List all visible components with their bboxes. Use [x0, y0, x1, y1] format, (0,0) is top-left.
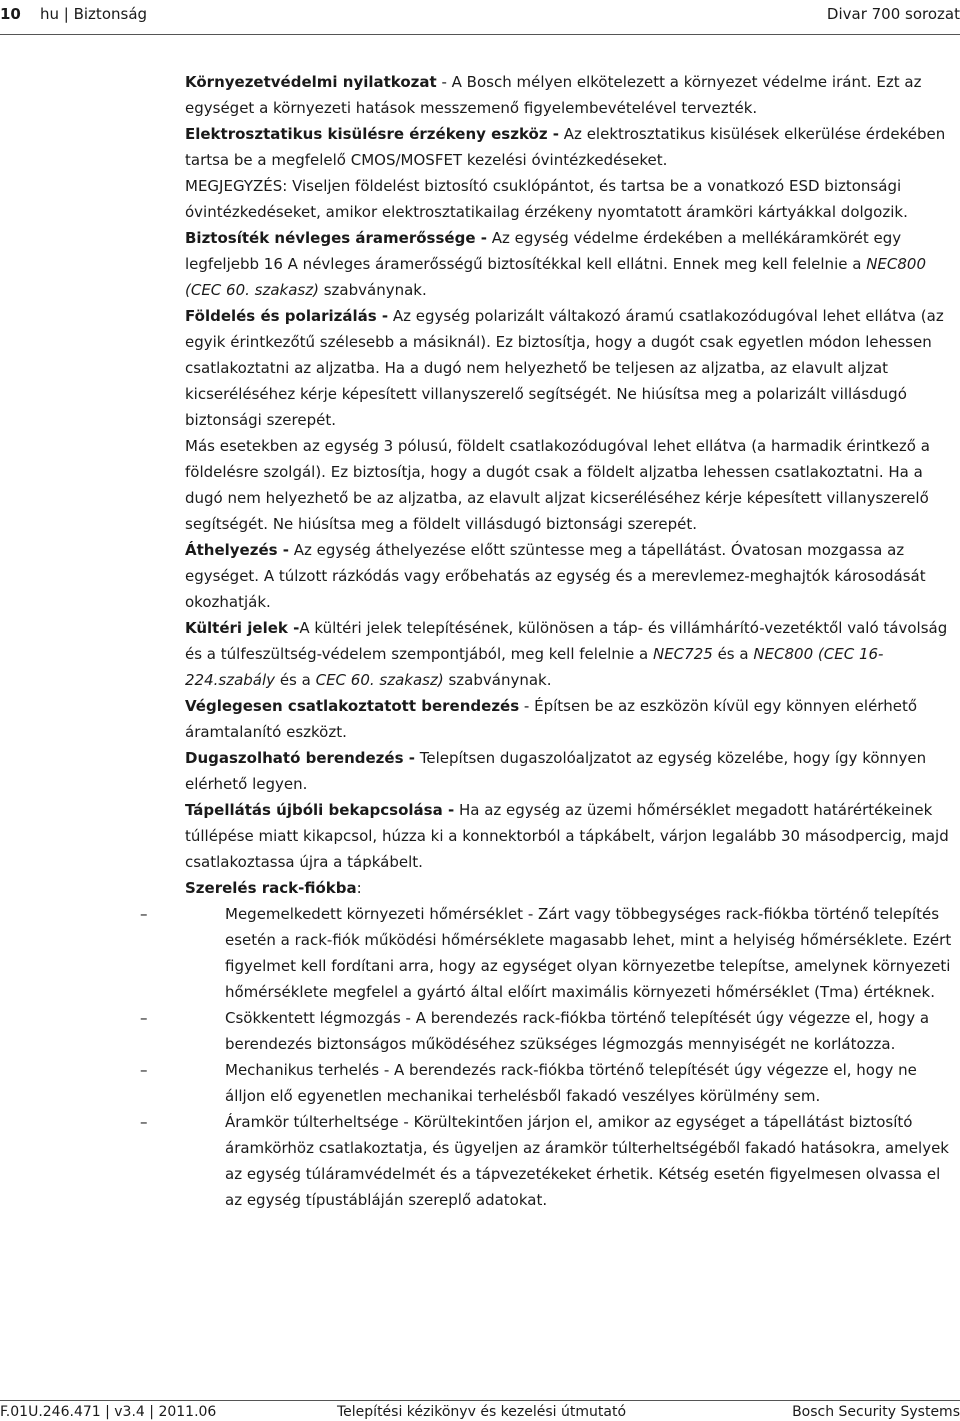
paragraph-text: Ha az egység az üzemi hőmérséklet megadott határértékeinek túllépése miatt kikapcsol, húzza ki a konnektorból a tápkábelt, várjon legalább 30 másodpercig, majd csatlakoztassa újra a tápkábelt.: [185, 801, 949, 871]
paragraph-heading: Földelés és polarizálás -: [185, 307, 389, 325]
paragraph-rack-mounting: [185, 875, 957, 901]
page-header: [0, 0, 960, 35]
product-name: Divar 700 sorozat: [826, 5, 960, 23]
paragraph-text: :: [356, 879, 362, 897]
paragraph-text: Az egység védelme érdekében a mellékáramkörét egy legfeljebb 16 A névleges áramerősségű biztosítékkal kell ellátni. Ennek meg kell felelnie a: [185, 229, 902, 273]
paragraph-environmental: [185, 69, 957, 121]
document-title: Telepítési kézikönyv és kezelési útmutató: [337, 1404, 627, 1420]
paragraph-text: Az egység polarizált váltakozó áramú csatlakozódugóval lehet ellátva (az egyik érintkezőtű szélesebb a másiknál). Ez biztosítja, hogy a dugót csak egyetlen módon lehessen csatlakoztatni az aljzatba. Ha a dugó nem helyezhető be teljesen az aljzatba, az elavult aljzat kicseréléséhez kérje képesített villanyszerelő segítségét. Ne hiúsítsa meg a polarizált villásdugó biztonsági szerepét.: [185, 307, 944, 429]
paragraph-heading: Elektrosztatikus kisülésre érzékeny eszköz -: [185, 125, 560, 143]
paragraph-text: szabványnak.: [443, 671, 552, 689]
paragraph-text: szabványnak.: [318, 281, 427, 299]
paragraph-text: - A Bosch mélyen elkötelezett a környezet védelme iránt. Ezt az egységet a környezeti hatások messzemenő figyelembevételével tervezték.: [185, 73, 922, 117]
paragraph-power-restart: [185, 797, 957, 875]
paragraph-permanent-equipment: [185, 693, 957, 745]
paragraph-grounding-3pin: [185, 433, 957, 537]
standard-reference: NEC725: [652, 645, 713, 663]
list-item-text: Megemelkedett környezeti hőmérséklet - Zárt vagy többegységes rack-fiókba történő telepítés esetén a rack-fiók működési hőmérséklete magasabb lehet, mint a helyiség hőmérséklete. Ezért figyelmet kell fordítani arra, hogy az egységet olyan környezetbe telepítse, amelynek környezeti hőmérséklete megfelel a gyártó által előírt maximális környezeti hőmérséklet (Tma) értéknek.: [225, 905, 952, 1001]
list-dash: –: [140, 905, 148, 923]
list-dash: –: [140, 1009, 148, 1027]
rack-mounting-list: [140, 901, 957, 1213]
paragraph-heading: Áthelyezés -: [185, 541, 290, 559]
paragraph-text: MEGJEGYZÉS: Viseljen földelést biztosító csuklópántot, és tartsa be a vonatkozó ESD biztonsági óvintézkedéseket, amikor elektrosztatikailag érzékeny nyomtatott áramköri kártyákkal dolgozik.: [185, 177, 908, 221]
company-name: Bosch Security Systems: [792, 1404, 960, 1420]
page-number: 10: [0, 5, 21, 23]
section-title: hu | Biztonság: [40, 5, 148, 23]
paragraph-heading: Szerelés rack-fiókba: [185, 879, 357, 897]
list-item-text: Csökkentett légmozgás - A berendezés rack-fiókba történő telepítését úgy végezze el, hogy a berendezés biztonságos működéséhez szükséges légmozgás mennyiségét ne korlátozza.: [225, 1009, 930, 1053]
list-item-text: Áramkör túlterheltsége - Körültekintően járjon el, amikor az egységet a tápellátást biztosító áramkörhöz csatlakoztatja, és ügyeljen az áramkör túlterheltségéből fakadó hatásokra, amelyek az egység túláramvédelmét és a tápvezetékeket érhetik. Kétség esetén figyelmesen olvassa el az egység típustábláján szereplő adatokat.: [225, 1113, 949, 1209]
list-item-text: Mechanikus terhelés - A berendezés rack-fiókba történő telepítését úgy végezze el, hogy ne álljon elő egyenetlen mechanikai terhelésből fakadó veszélyes körülmény sem.: [225, 1061, 917, 1105]
list-item: [140, 1109, 957, 1213]
standard-reference: NEC800 (CEC 60. szakasz): [185, 255, 927, 299]
paragraph-text: A kültéri jelek telepítésének, különösen a táp- és villámhárító-vezetéktől való távolság és a túlfeszültség-védelem szempontjából, meg kell felelnie a: [185, 619, 948, 663]
paragraph-heading: Tápellátás újbóli bekapcsolása -: [185, 801, 455, 819]
document-id: F.01U.246.471 | v3.4 | 2011.06: [0, 1404, 217, 1420]
paragraph-grounding: [185, 303, 957, 433]
paragraph-heading: Véglegesen csatlakoztatott berendezés: [185, 697, 520, 715]
paragraph-fuse-rating: [185, 225, 957, 303]
paragraph-text: Más esetekben az egység 3 pólusú, földelt csatlakozódugóval lehet ellátva (a harmadik érintkező a földelésre szolgál). Ez biztosítja, hogy a dugót csak a földelt aljzatba lehessen csatlakoztatni. Ha a dugó nem helyezhető be az aljzatba, az elavult aljzat kicseréléséhez kérje képesített villanyszerelő segítségét. Ne hiúsítsa meg a földelt villásdugó biztonsági szerepét.: [185, 437, 930, 533]
paragraph-outdoor-signals: [185, 615, 957, 693]
paragraph-text: Az egység áthelyezése előtt szüntesse meg a tápellátást. Óvatosan mozgassa az egységet. A túlzott rázkódás vagy erőbehatás az egység és a merevlemez-meghajtók károsodását okozhatják.: [185, 541, 926, 611]
paragraph-note: [185, 173, 957, 225]
standard-reference: CEC 60. szakasz): [315, 671, 444, 689]
list-item: [140, 901, 957, 1005]
document-body: [140, 69, 957, 1213]
paragraph-heading: Dugaszolható berendezés -: [185, 749, 415, 767]
paragraph-text: és a: [712, 645, 754, 663]
list-dash: –: [140, 1113, 148, 1131]
list-item: [140, 1005, 957, 1057]
paragraph-heading: Kültéri jelek -: [185, 619, 300, 637]
paragraph-heading: Környezetvédelmi nyilatkozat: [185, 73, 437, 91]
page-footer: [0, 1400, 960, 1421]
paragraph-esd: [185, 121, 957, 173]
paragraph-text: Az elektrosztatikus kisülések elkerülése érdekében tartsa be a megfelelő CMOS/MOSFET kezelési óvintézkedéseket.: [185, 125, 946, 169]
paragraph-text: - Építsen be az eszközön kívül egy könnyen elérhető áramtalanító eszközt.: [185, 697, 918, 741]
paragraph-relocation: [185, 537, 957, 615]
paragraph-text: és a: [275, 671, 316, 689]
list-dash: –: [140, 1061, 148, 1079]
standard-reference: NEC800 (CEC 16-224.szabály: [185, 645, 884, 689]
paragraph-text: Telepítsen dugaszolóaljzatot az egység közelébe, hogy így könnyen elérhető legyen.: [185, 749, 927, 793]
paragraph-pluggable-equipment: [185, 745, 957, 797]
list-item: [140, 1057, 957, 1109]
paragraph-heading: Biztosíték névleges áramerőssége -: [185, 229, 487, 247]
